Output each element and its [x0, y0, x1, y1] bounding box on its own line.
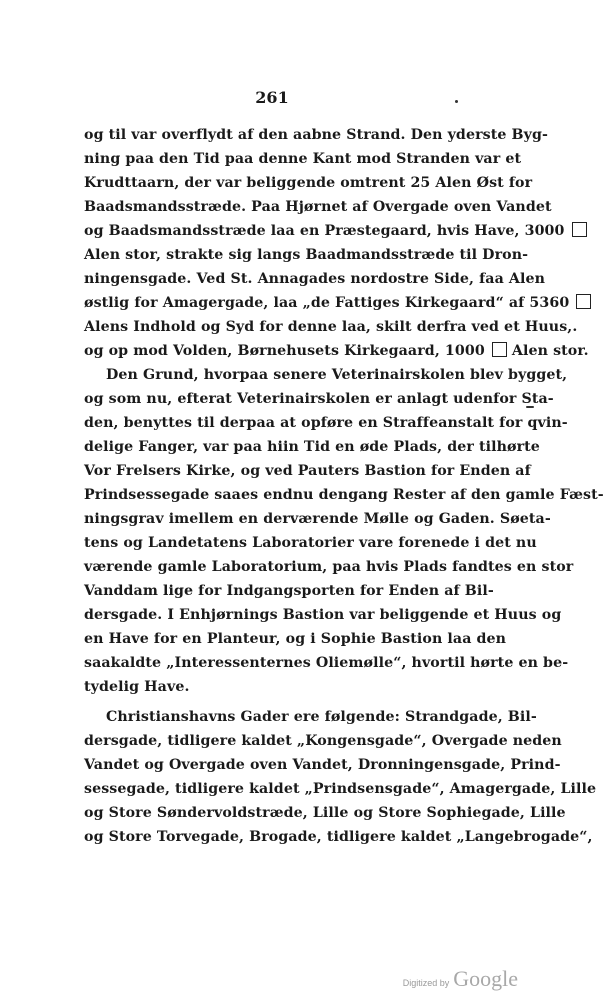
line-text: den, benyttes til derpaa at opføre en Straffeanstalt for qvin- [84, 415, 568, 431]
text-line [84, 172, 533, 196]
text-line [84, 196, 552, 220]
text-line [84, 460, 531, 484]
line-text: sessegade, tidligere kaldet „Prindsensgade“, Amagergade, Lille [84, 781, 597, 797]
text-line [84, 412, 568, 436]
line-text: delige Fanger, var paa hiin Tid en øde Plads, der tilhørte [84, 439, 540, 455]
line-text: østlig for Amagergade, laa „de Fattiges Kirkegaard“ af 5360 [84, 295, 570, 311]
line-text: tydelig Have. [84, 679, 190, 695]
text-line [84, 778, 597, 802]
text-line [84, 364, 568, 388]
text-line [84, 484, 604, 508]
text-line [84, 754, 561, 778]
text-line [84, 580, 494, 604]
line-text: ningsgrav imellem en derværende Mølle og Gaden. Søeta- [84, 511, 551, 527]
text-line [84, 826, 593, 850]
line-text: tens og Landetatens Laboratorier vare forenede i det nu [84, 535, 537, 551]
text-line [84, 148, 522, 172]
text-line [84, 220, 565, 244]
line-text: Den Grund, hvorpaa senere Veterinairskolen blev bygget, [106, 367, 568, 383]
google-watermark [403, 966, 518, 992]
line-text: Christianshavns Gader ere følgende: Strandgade, Bil- [106, 709, 537, 725]
page-number: 261 [255, 88, 289, 107]
text-line [84, 268, 546, 292]
line-text: dersgade, tidligere kaldet „Kongensgade“, Overgade neden [84, 733, 562, 749]
text-line [84, 292, 570, 316]
line-text: Vandet og Overgade oven Vandet, Dronningensgade, Prind- [84, 757, 561, 773]
text-line [84, 340, 589, 364]
line-text: og til var overflydt af den aabne Strand. Den yderste Byg- [84, 127, 549, 143]
line-text: Baadsmandsstræde. Paa Hjørnet af Overgade oven Vandet [84, 199, 552, 215]
line-text: og Store Søndervoldstræde, Lille og Store Sophiegade, Lille [84, 805, 566, 821]
square-unit-symbol-icon [576, 294, 591, 309]
line-text: ningensgade. Ved St. Annagades nordostre Side, faa Alen [84, 271, 546, 287]
text-line [84, 244, 529, 268]
line-text: Alen stor, strakte sig langs Baadmandsstræde til Dron- [84, 247, 529, 263]
text-line [84, 730, 562, 754]
watermark-google-logo: Google [453, 966, 518, 991]
text-line [84, 556, 574, 580]
line-text: og Store Torvegade, Brogade, tidligere kaldet „Langebrogade“, [84, 829, 593, 845]
scan-speck [455, 100, 458, 103]
line-text: værende gamle Laboratorium, paa hvis Plads fandtes en stor [84, 559, 574, 575]
line-text-after: Alen stor. [511, 343, 589, 359]
line-text: saakaldte „Interessenternes Oliemølle“, hvortil hørte en be- [84, 655, 569, 671]
text-line [84, 124, 549, 148]
text-line [84, 532, 537, 556]
text-line [84, 316, 578, 340]
line-text: og Baadsmandsstræde laa en Præstegaard, hvis Have, 3000 [84, 223, 565, 239]
text-line [84, 676, 487, 700]
line-text: Vor Frelsers Kirke, og ved Pauters Bastion for Enden af [84, 463, 531, 479]
square-unit-symbol-icon [492, 342, 507, 357]
line-text: Vanddam lige for Indgangsporten for Enden af Bil- [84, 583, 494, 599]
square-unit-symbol-icon [572, 222, 587, 237]
text-line [84, 628, 507, 652]
body-text [84, 124, 604, 850]
watermark-digitized-by: Digitized by [402, 978, 450, 988]
line-text: Krudttaarn, der var beliggende omtrent 25 Alen Øst for [84, 175, 533, 191]
text-line [84, 508, 551, 532]
line-text: Alens Indhold og Syd for denne laa, skilt derfra ved et Huus,. [84, 319, 578, 335]
text-line [84, 706, 537, 730]
text-line [84, 802, 566, 826]
line-text: Prindsessegade saaes endnu dengang Rester af den gamle Fæst- [84, 487, 604, 503]
text-line [84, 388, 554, 412]
line-text: og som nu, efterat Veterinairskolen er anlagt udenfor Sta- [84, 391, 554, 407]
text-line [84, 652, 569, 676]
text-line [84, 436, 540, 460]
line-text: dersgade. I Enhjørnings Bastion var beliggende et Huus og [84, 607, 562, 623]
line-text: og op mod Volden, Børnehusets Kirkegaard, 1000 [84, 343, 485, 359]
line-text: ning paa den Tid paa denne Kant mod Stranden var et [84, 151, 522, 167]
text-line [84, 604, 562, 628]
line-text: en Have for en Planteur, og i Sophie Bastion laa den [84, 631, 507, 647]
